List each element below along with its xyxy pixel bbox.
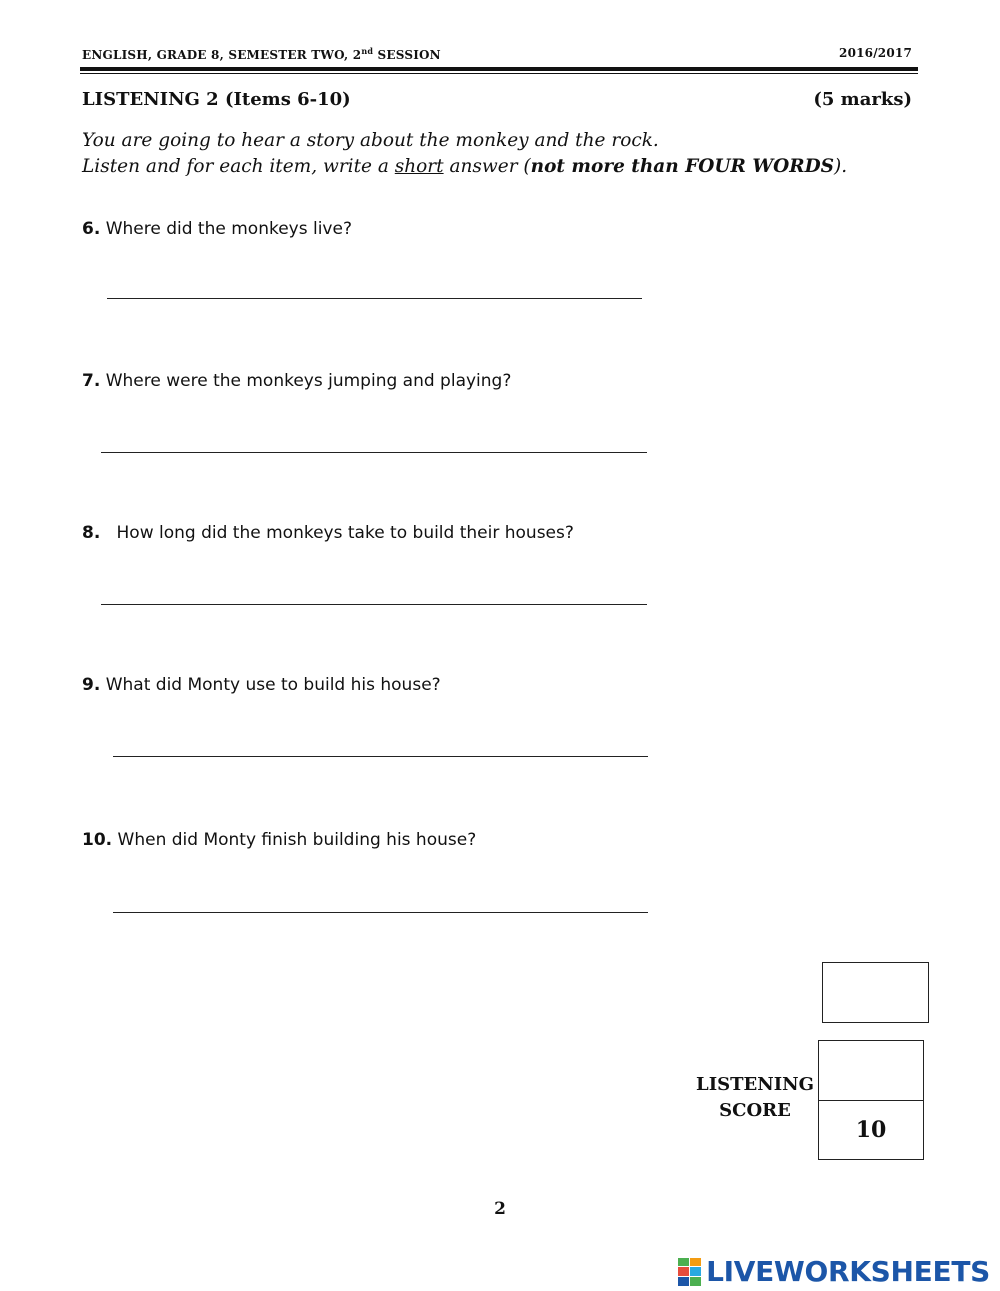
answer-line-9[interactable] <box>113 756 648 757</box>
page-number: 2 <box>494 1199 506 1219</box>
answer-line-8[interactable] <box>101 604 647 605</box>
instruction-line-1: You are going to hear a story about the monkey and the rock. <box>82 130 659 151</box>
instruction-line-2 <box>82 156 847 177</box>
header-course: ENGLISH, GRADE 8, SEMESTER TWO, 2 <box>82 48 362 62</box>
answer-line-10[interactable] <box>113 912 648 913</box>
question-7 <box>82 371 511 391</box>
question-6 <box>82 219 352 239</box>
answer-line-7[interactable] <box>101 452 647 453</box>
brand-name: LIVEWORKSHEETS <box>706 1255 990 1288</box>
instruction-word-limit: not more than FOUR WORDS <box>530 156 835 177</box>
question-number: 10. <box>82 830 113 850</box>
score-input-box[interactable] <box>818 1040 924 1101</box>
question-number: 6. <box>82 219 101 239</box>
header-superscript: nd <box>361 46 374 56</box>
question-9 <box>82 675 441 695</box>
question-8 <box>82 523 574 543</box>
instruction-text: answer ( <box>443 156 531 177</box>
score-label-line-2: SCORE <box>719 1100 791 1121</box>
instruction-text: Listen and for each item, write a <box>82 156 395 177</box>
question-10 <box>82 830 476 850</box>
question-text: When did Monty finish building his house? <box>117 830 477 850</box>
section-marks: (5 marks) <box>813 89 912 110</box>
question-text: Where were the monkeys jumping and playing? <box>105 371 512 391</box>
question-text: Where did the monkeys live? <box>105 219 352 239</box>
score-total-box <box>818 1100 924 1160</box>
question-text: How long did the monkeys take to build their houses? <box>116 523 574 543</box>
teacher-mark-box[interactable] <box>822 962 929 1023</box>
score-label-line-1: LISTENING <box>696 1074 814 1095</box>
instruction-text: ). <box>834 156 848 177</box>
liveworksheets-logo <box>678 1255 990 1288</box>
header-rule-thick <box>80 67 918 71</box>
question-number: 7. <box>82 371 101 391</box>
header-rule-thin <box>80 73 918 74</box>
score-total: 10 <box>855 1117 887 1143</box>
document-header-year: 2016/2017 <box>839 46 912 60</box>
answer-line-6[interactable] <box>107 298 642 299</box>
question-number: 9. <box>82 675 101 695</box>
question-number: 8. <box>82 523 101 543</box>
section-title: LISTENING 2 (Items 6-10) <box>82 89 351 110</box>
document-header-left <box>82 46 441 62</box>
instruction-underlined-word: short <box>394 156 444 177</box>
header-session: SESSION <box>373 48 441 62</box>
question-text: What did Monty use to build his house? <box>105 675 441 695</box>
liveworksheets-cube-icon <box>678 1258 702 1286</box>
